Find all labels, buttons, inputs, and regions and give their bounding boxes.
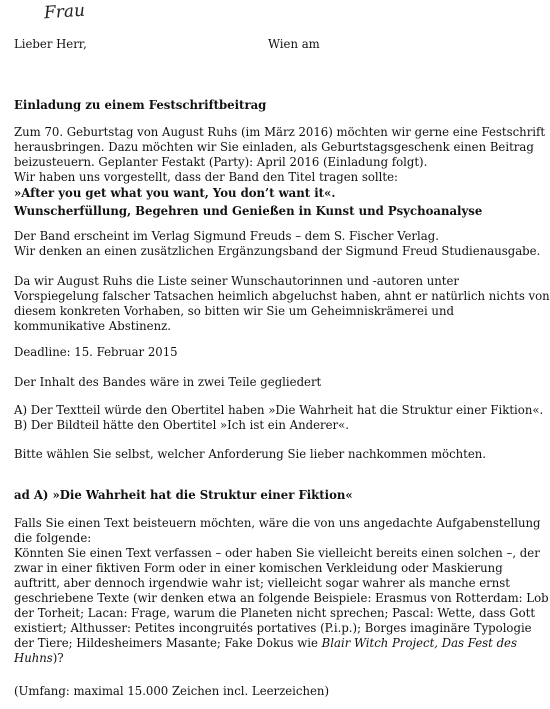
place-date: Wien am [268, 37, 320, 51]
text-line: Wir denken an einen zusätzlichen Ergänzungsband der Sigmund Freud Studienausgabe. [14, 244, 541, 258]
text-line [14, 651, 484, 666]
book-title-line-1: »After you get what you want, You don’t want it«. [14, 186, 336, 200]
length-note: (Umfang: maximal 15.000 Zeichen incl. Leerzeichen) [14, 684, 329, 698]
text-line: Zum 70. Geburtstag von August Ruhs (im März 2016) möchten wir gerne eine Festschrift [14, 125, 546, 139]
text-line: Wir haben uns vorgestellt, dass der Band den Titel tragen sollte: [14, 170, 398, 184]
paragraph-choice: Bitte wählen Sie selbst, welcher Anforderung Sie lieber nachkommen möchten. [14, 447, 487, 461]
paragraph-task [14, 516, 549, 666]
text-line: existiert; Althusser: Petites incongruités portatives (P.i.p.); Borges imaginäre Typologie [14, 621, 532, 635]
text-line: geschriebene Texte (wir denken etwa an folgende Beispiele: Erasmus von Rotterdam: Lob [14, 591, 549, 605]
text-line: Vorspiegelung falscher Tatsachen heimlich abgeluchst haben, ahnt er natürlich nichts von [14, 289, 550, 303]
paragraph-structure: Der Inhalt des Bandes wäre in zwei Teile gegliedert [14, 375, 322, 389]
letter-title: Einladung zu einem Festschriftbeitrag [14, 98, 267, 112]
deadline: Deadline: 15. Februar 2015 [14, 345, 178, 359]
text-line: kommunikative Abstinenz. [14, 319, 171, 333]
text-line: zwar in einer fiktiven Form oder in einer komischen Verkleidung oder Maskierung [14, 561, 503, 575]
part-a-line: A) Der Textteil würde den Obertitel haben »Die Wahrheit hat die Struktur einer Fiktion«. [14, 403, 544, 417]
text-line: beizusteuern. Geplanter Festakt (Party): April 2016 (Einladung folgt). [14, 155, 428, 169]
text-line: die folgende: [14, 531, 92, 545]
paragraph-intro [14, 125, 546, 185]
text-line: Da wir August Ruhs die Liste seiner Wunschautorinnen und -autoren unter [14, 274, 459, 288]
book-title-line-2: Wunscherfüllung, Begehren und Genießen in Kunst und Psychoanalyse [14, 204, 483, 218]
paragraph-parts [14, 403, 544, 433]
text-line: auftritt, aber dennoch irgendwie wahr ist; vielleicht sogar wahrer als manche ernst [14, 576, 510, 590]
text-segment: der Tiere; Hildesheimers Masante; Fake Dokus wie [14, 636, 322, 650]
text-line: Falls Sie einen Text beisteuern möchten, wäre die von uns angedachte Aufgabenstellung [14, 516, 541, 530]
salutation: Lieber Herr, [14, 37, 87, 51]
italic-title: Blair Witch Project, Das Fest des [321, 636, 517, 650]
text-line: herausbringen. Dazu möchten wir Sie einladen, als Geburtstagsgeschenk einen Beitrag [14, 140, 534, 154]
text-line: diesem konkreten Vorhaben, so bitten wir Sie um Geheimniskrämerei und [14, 304, 454, 318]
text-line [14, 636, 517, 651]
section-heading: ad A) »Die Wahrheit hat die Struktur einer Fiktion« [14, 488, 353, 502]
italic-title: Huhns [14, 651, 53, 665]
text-line: Der Band erscheint im Verlag Sigmund Freuds – dem S. Fischer Verlag. [14, 229, 439, 243]
text-line: Könnten Sie einen Text verfassen – oder haben Sie vielleicht bereits einen solchen –, der [14, 546, 540, 560]
part-b-line: B) Der Bildteil hätte den Obertitel »Ich ist ein Anderer«. [14, 418, 349, 432]
text-line: der Torheit; Lacan: Frage, warum die Planeten nicht sprechen; Pascal: Wette, dass Gott [14, 606, 536, 620]
paragraph-publisher [14, 229, 541, 259]
text-segment: )? [52, 651, 64, 665]
handwritten-annotation: Frau [43, 0, 86, 24]
paragraph-secrecy [14, 274, 550, 334]
